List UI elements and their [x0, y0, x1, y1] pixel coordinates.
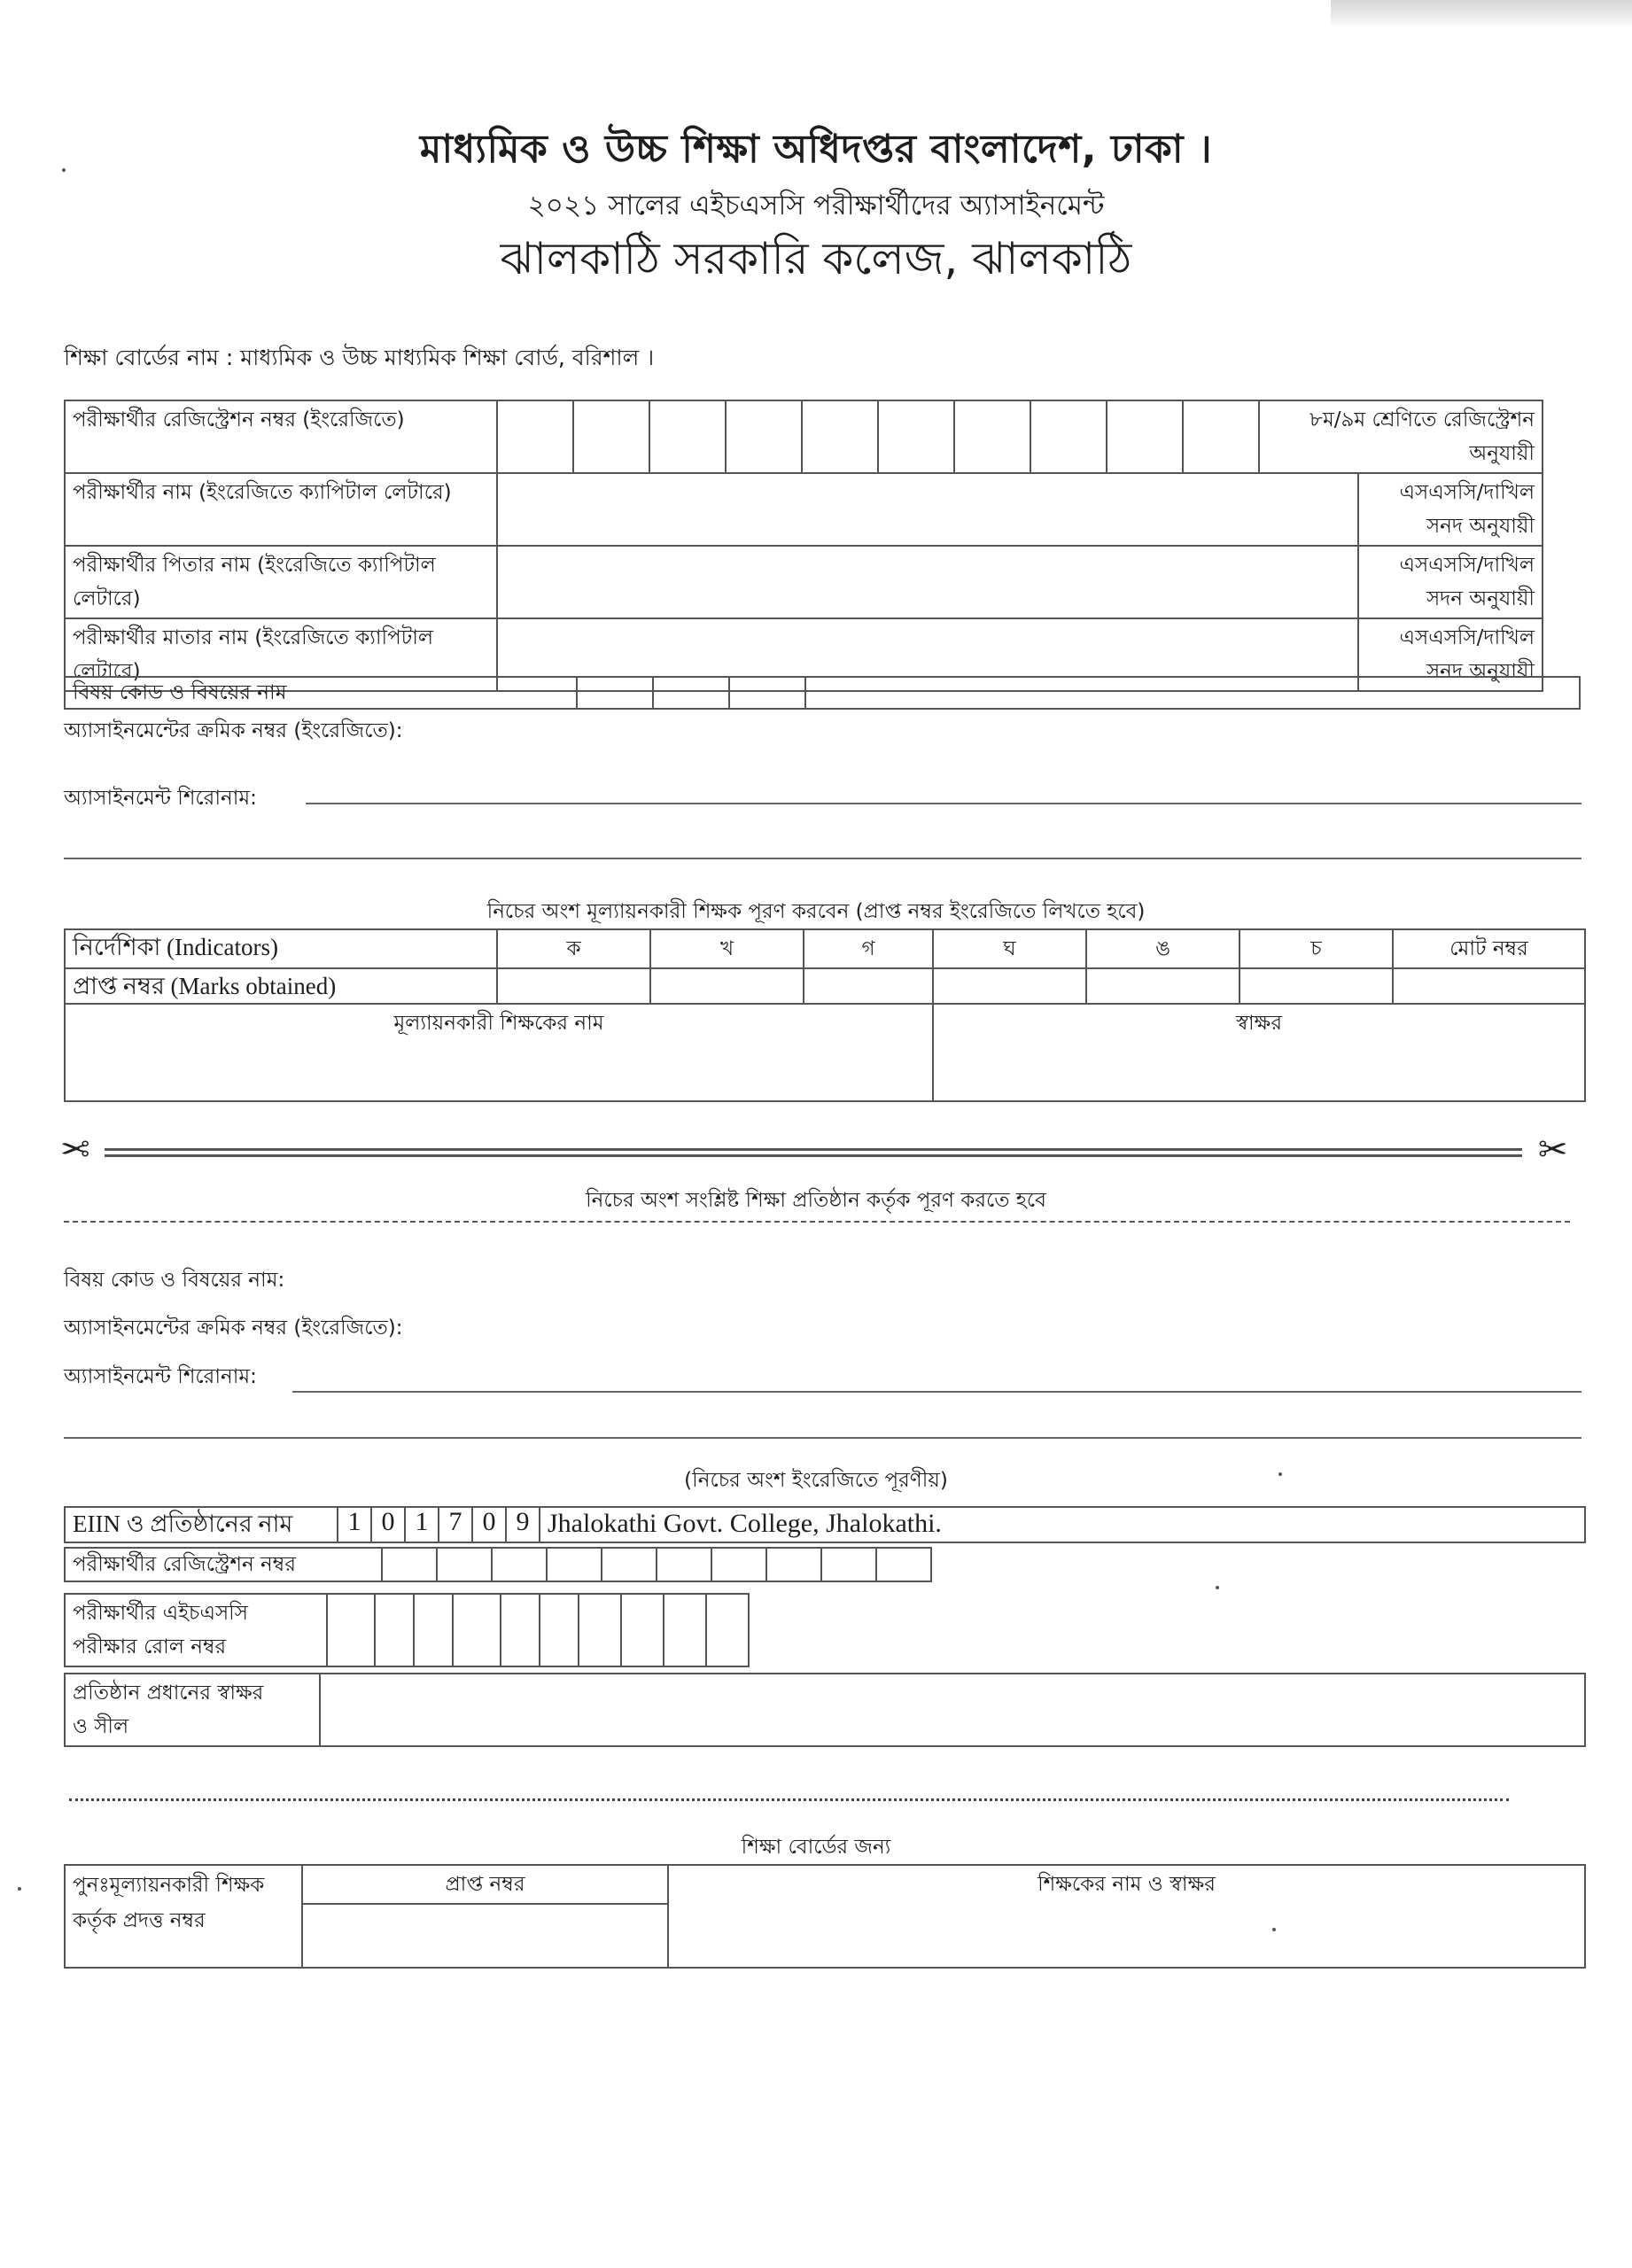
note-line: সদন অনুযায়ী [1426, 587, 1535, 610]
indicator-kha: খ [650, 929, 804, 968]
registration-box[interactable] [649, 400, 726, 473]
roll-label-line: পরীক্ষার রোল নম্বর [73, 1635, 227, 1658]
roll-label-line: পরীক্ষার্থীর এইচএসসি [73, 1602, 248, 1625]
college-name: ঝালকাঠি সরকারি কলেজ, ঝালকাঠি [500, 233, 1132, 284]
eiin-digit: 1 [405, 1507, 439, 1542]
father-name-label: পরীক্ষার্থীর পিতার নাম (ইংরেজিতে ক্যাপিটাল লেটারে) [65, 546, 497, 618]
scan-speck [62, 168, 66, 172]
inst-subject-label: বিষয় কোড ও বিষয়ের নাম: [64, 1269, 285, 1292]
registration-box[interactable] [878, 400, 954, 473]
roll-label [65, 1594, 327, 1666]
indicator-uma: ঙ [1086, 929, 1240, 968]
indicator-gha: ঘ [933, 929, 1086, 968]
head-sign-table [64, 1673, 1586, 1747]
registration-box[interactable] [1030, 400, 1107, 473]
scissors-right-icon: ✂ [1538, 1130, 1568, 1170]
scan-speck [18, 1887, 21, 1891]
scan-shadow [1331, 0, 1632, 27]
roll-box[interactable] [327, 1594, 375, 1666]
subject-label: বিষয় কোড ও বিষয়ের নাম [65, 677, 577, 709]
registration-box[interactable] [497, 400, 573, 473]
dashed-separator [64, 1221, 1570, 1223]
roll-box[interactable] [375, 1594, 414, 1666]
inst-registration-box[interactable] [711, 1548, 766, 1581]
note-line: এসএসসি/দাখিল [1399, 626, 1535, 649]
registration-box[interactable] [573, 400, 649, 473]
roll-box[interactable] [664, 1594, 706, 1666]
eiin-digit: 0 [472, 1507, 506, 1542]
roll-box[interactable] [453, 1594, 501, 1666]
board-name: শিক্ষা বোর্ডের নাম : মাধ্যমিক ও উচ্চ মাধ্যমিক শিক্ষা বোর্ড, বরিশাল । [64, 345, 655, 370]
inst-registration-table [64, 1547, 932, 1582]
registration-note: ৮ম/৯ম শ্রেণিতে রেজিস্ট্রেশন অনুযায়ী [1259, 400, 1543, 473]
mark-field[interactable] [497, 968, 650, 1004]
note-line: এসএসসি/দাখিল [1399, 481, 1535, 504]
board-table [64, 1864, 1586, 1969]
father-name-field[interactable] [497, 546, 1358, 618]
mark-field[interactable] [804, 968, 933, 1004]
evaluator-name-label: মূল্যায়নকারী শিক্ষকের নাম [393, 1012, 604, 1035]
student-info-table [64, 400, 1543, 692]
total-mark-field[interactable] [1393, 968, 1585, 1004]
inst-registration-box[interactable] [382, 1548, 437, 1581]
roll-box[interactable] [501, 1594, 540, 1666]
teacher-name-sign-field[interactable] [668, 1865, 1585, 1968]
registration-box[interactable] [954, 400, 1030, 473]
indicator-cha: চ [1240, 929, 1393, 968]
inst-registration-box[interactable] [821, 1548, 876, 1581]
scan-speck [1278, 1472, 1282, 1476]
inst-registration-box[interactable] [766, 1548, 821, 1581]
registration-box[interactable] [1107, 400, 1183, 473]
student-name-label: পরীক্ষার্থীর নাম (ইংরেজিতে ক্যাপিটাল লেটারে) [65, 473, 497, 546]
scan-speck [1272, 1928, 1276, 1931]
inst-serial-label: অ্যাসাইনমেন্টের ক্রমিক নম্বর (ইংরেজিতে): [64, 1317, 403, 1340]
inst-registration-box[interactable] [602, 1548, 657, 1581]
cut-line [105, 1148, 1522, 1157]
board-section-title: শিক্ষা বোর্ডের জন্য [741, 1836, 891, 1859]
evaluation-instruction: নিচের অংশ মূল্যায়নকারী শিক্ষক পূরণ করবেন (প্রাপ্ত নম্বর ইংরেজিতে লিখতে হবে) [486, 900, 1146, 923]
student-name-field[interactable] [497, 473, 1358, 546]
reevaluator-label: পুনঃমূল্যায়নকারী শিক্ষক কর্তৃক প্রদত্ত নম্বর [65, 1865, 302, 1968]
head-sign-label-line: প্রতিষ্ঠান প্রধানের স্বাক্ষর [73, 1682, 264, 1705]
note-line: এসএসসি/দাখিল [1399, 554, 1535, 577]
eiin-digit: 0 [371, 1507, 405, 1542]
subject-code-box[interactable] [653, 677, 729, 709]
roll-box[interactable] [414, 1594, 453, 1666]
institution-name: Jhalokathi Govt. College, Jhalokathi. [540, 1507, 1585, 1542]
assignment-title-label: অ্যাসাইনমেন্ট শিরোনাম: [64, 787, 257, 810]
mark-field[interactable] [1086, 968, 1240, 1004]
inst-registration-box[interactable] [437, 1548, 492, 1581]
mark-field[interactable] [933, 968, 1086, 1004]
roll-box[interactable] [579, 1594, 621, 1666]
evaluation-table [64, 928, 1586, 1102]
roll-table [64, 1593, 750, 1667]
inst-registration-box[interactable] [492, 1548, 547, 1581]
marks-label: প্রাপ্ত নম্বর (Marks obtained) [65, 968, 497, 1004]
signature-label: স্বাক্ষর [1236, 1012, 1282, 1035]
assignment-subtitle: ২০২১ সালের এইচএসসি পরীক্ষার্থীদের অ্যাসাইনমেন্ট [527, 190, 1105, 221]
inst-title-label: অ্যাসাইনমেন্ট শিরোনাম: [64, 1365, 257, 1388]
assignment-title-line[interactable] [306, 803, 1581, 804]
mother-name-label: পরীক্ষার্থীর মাতার নাম (ইংরেজিতে ক্যাপিটাল লেটারে) [65, 618, 497, 691]
roll-box[interactable] [540, 1594, 579, 1666]
subject-code-table [64, 676, 1581, 710]
eiin-digit: 9 [506, 1507, 540, 1542]
subject-code-box[interactable] [729, 677, 805, 709]
indicator-ga: গ [804, 929, 933, 968]
head-sign-label-line: ও সীল [73, 1715, 129, 1738]
subject-code-box[interactable] [577, 677, 653, 709]
scissors-left-icon: ✂ [60, 1130, 90, 1170]
indicators-label: নির্দেশিকা (Indicators) [65, 929, 497, 968]
inst-registration-box[interactable] [657, 1548, 711, 1581]
student-name-note [1358, 473, 1543, 546]
note-line: সনদ অনুযায়ী [1426, 515, 1535, 538]
subject-name-field[interactable] [805, 677, 1580, 709]
english-fill-note: (নিচের অংশ ইংরেজিতে পূরণীয়) [684, 1469, 948, 1492]
assignment-serial-label: অ্যাসাইনমেন্টের ক্রমিক নম্বর (ইংরেজিতে): [64, 719, 403, 742]
total-label: মোট নম্বর [1393, 929, 1585, 968]
dotted-separator [69, 1798, 1509, 1801]
evaluator-name-field[interactable] [65, 1004, 933, 1101]
roll-box[interactable] [706, 1594, 749, 1666]
eiin-label [65, 1507, 338, 1542]
teacher-name-sign-label: শিক্ষকের নাম ও স্বাক্ষর [1037, 1873, 1216, 1896]
registration-box[interactable] [802, 400, 878, 473]
mark-field[interactable] [650, 968, 804, 1004]
note-line: সনদ অনুযায়ী [1426, 660, 1535, 683]
board-marks-label: প্রাপ্ত নম্বর [302, 1865, 668, 1904]
registration-box[interactable] [726, 400, 802, 473]
eiin-digit: 1 [338, 1507, 371, 1542]
head-sign-field[interactable] [320, 1674, 1585, 1746]
inst-registration-box[interactable] [547, 1548, 602, 1581]
scan-speck [1216, 1586, 1219, 1589]
father-name-note [1358, 546, 1543, 618]
eiin-label-text: EIIN ও প্রতিষ্ঠানের নাম [73, 1511, 293, 1537]
head-sign-label [65, 1674, 320, 1746]
eiin-table [64, 1506, 1586, 1543]
institution-instruction: নিচের অংশ সংশ্লিষ্ট শিক্ষা প্রতিষ্ঠান কর্তৃক পূরণ করতে হবে [586, 1189, 1046, 1212]
inst-title-line[interactable] [292, 1391, 1581, 1393]
registration-label: পরীক্ষার্থীর রেজিস্ট্রেশন নম্বর (ইংরেজিতে) [65, 400, 497, 473]
inst-title-line-2[interactable] [64, 1437, 1581, 1439]
indicator-ka: ক [497, 929, 650, 968]
mark-field[interactable] [1240, 968, 1393, 1004]
evaluator-signature-field[interactable] [933, 1004, 1585, 1101]
registration-box[interactable] [1183, 400, 1259, 473]
roll-box[interactable] [621, 1594, 664, 1666]
board-marks-field[interactable] [302, 1904, 668, 1968]
eiin-digit: 7 [439, 1507, 472, 1542]
inst-registration-label: পরীক্ষার্থীর রেজিস্ট্রেশন নম্বর [65, 1548, 382, 1581]
directorate-title: মাধ্যমিক ও উচ্চ শিক্ষা অধিদপ্তর বাংলাদেশ, ঢাকা । [419, 127, 1213, 172]
inst-registration-box[interactable] [876, 1548, 931, 1581]
assignment-title-line-2[interactable] [64, 858, 1581, 859]
